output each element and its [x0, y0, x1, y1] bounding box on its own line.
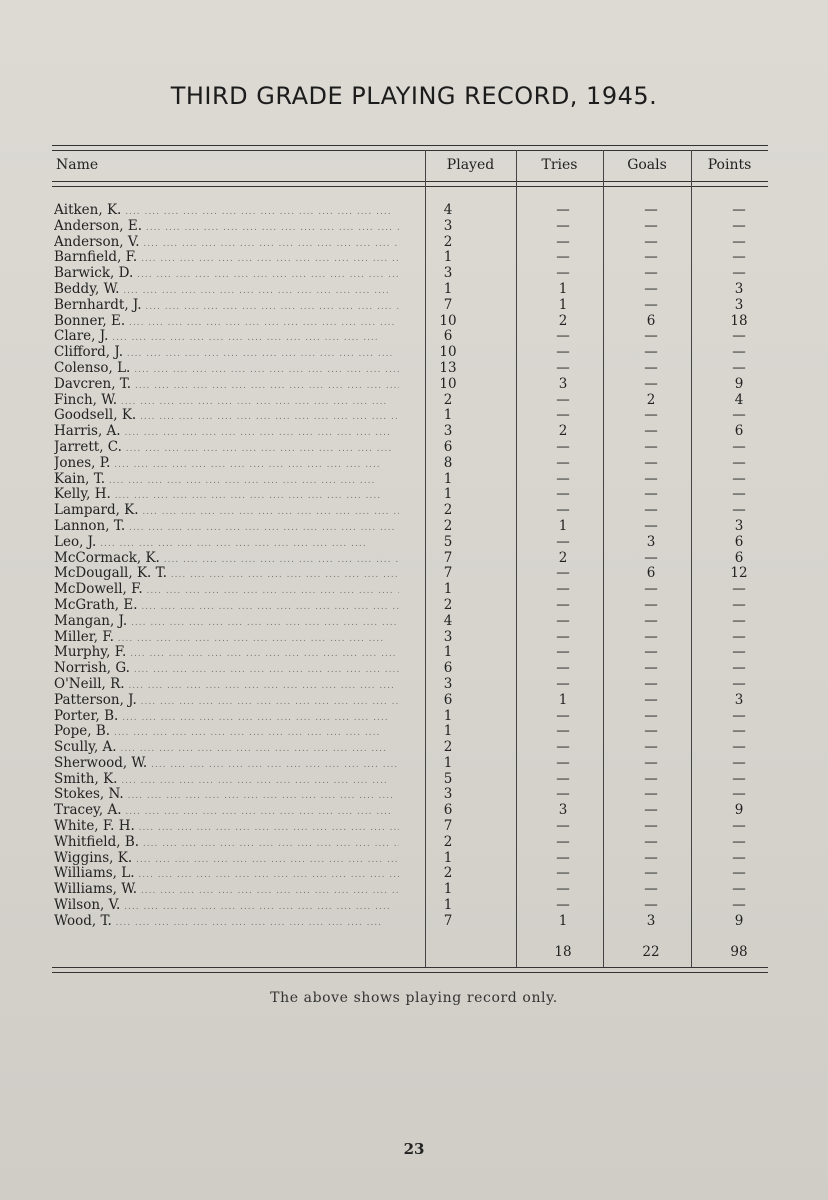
points-cell: —	[732, 249, 746, 266]
table-row	[0, 393, 828, 409]
points-cell: —	[732, 644, 746, 661]
points-cell: 3	[734, 280, 744, 297]
points-cell: 6	[734, 423, 744, 440]
played-cell: 5	[443, 770, 453, 787]
points-cell: 9	[734, 912, 744, 929]
player-name: McCormack, K. ....	[54, 551, 399, 569]
table-top-rule-inner	[52, 150, 768, 151]
tries-cell: —	[556, 359, 570, 376]
points-cell: —	[732, 596, 746, 613]
tries-cell: 1	[558, 691, 568, 708]
points-cell: 9	[734, 802, 744, 819]
played-cell: 4	[443, 612, 453, 629]
tries-cell: —	[556, 865, 570, 882]
player-name: Tracey, A. ....	[54, 803, 399, 821]
table-row	[0, 361, 828, 377]
player-name: Sherwood, W. ....	[54, 756, 399, 774]
table-row	[0, 298, 828, 314]
total-goals: 22	[642, 944, 660, 960]
table-row	[0, 582, 828, 598]
goals-cell: —	[644, 644, 658, 661]
table-row	[0, 503, 828, 519]
player-name: Patterson, J. ....	[54, 693, 399, 711]
player-name: Smith, K. ....	[54, 772, 399, 790]
goals-cell: —	[644, 833, 658, 850]
player-name: Murphy, F. ....	[54, 645, 399, 663]
goals-cell: —	[644, 549, 658, 566]
played-cell: 1	[443, 280, 453, 297]
goals-cell: 6	[646, 565, 656, 582]
played-cell: 1	[443, 881, 453, 898]
played-cell: 6	[443, 691, 453, 708]
goals-cell: —	[644, 296, 658, 313]
points-cell: —	[732, 202, 746, 218]
goals-cell: —	[644, 375, 658, 392]
points-cell: 6	[734, 549, 744, 566]
tries-cell: —	[556, 739, 570, 756]
points-cell: 6	[734, 533, 744, 550]
table-row	[0, 661, 828, 677]
points-cell: 4	[734, 391, 744, 408]
player-name: Norrish, G. ....	[54, 661, 399, 679]
goals-cell: —	[644, 691, 658, 708]
goals-cell: —	[644, 265, 658, 282]
table-row	[0, 314, 828, 330]
tries-cell: —	[556, 660, 570, 677]
played-cell: 2	[443, 233, 453, 250]
points-cell: 3	[734, 517, 744, 534]
played-cell: 3	[443, 675, 453, 692]
played-cell: 7	[443, 565, 453, 582]
points-cell: —	[732, 754, 746, 771]
player-name: Finch, W. ....	[54, 393, 399, 411]
goals-cell: —	[644, 754, 658, 771]
table-row	[0, 566, 828, 582]
played-cell: 7	[443, 818, 453, 835]
tries-cell: —	[556, 723, 570, 740]
goals-cell: —	[644, 581, 658, 598]
table-row	[0, 345, 828, 361]
points-cell: —	[732, 217, 746, 234]
player-name: White, F. H. ....	[54, 819, 399, 837]
player-name: Kelly, H. ....	[54, 487, 399, 505]
points-cell: —	[732, 407, 746, 424]
table-row	[0, 630, 828, 646]
player-name: Anderson, V. ....	[54, 235, 399, 253]
table-row	[0, 519, 828, 535]
tries-cell: —	[556, 486, 570, 503]
tries-cell: —	[556, 770, 570, 787]
tries-cell: —	[556, 818, 570, 835]
played-cell: 7	[443, 549, 453, 566]
tries-cell: —	[556, 881, 570, 898]
played-cell: 6	[443, 660, 453, 677]
played-cell: 2	[443, 517, 453, 534]
tries-cell: —	[556, 565, 570, 582]
table-row	[0, 756, 828, 772]
player-name: Colenso, L. ....	[54, 361, 399, 379]
player-name: Bonner, E. ....	[54, 314, 399, 332]
table-row	[0, 645, 828, 661]
page-number: 23	[403, 1140, 425, 1158]
player-name: Kain, T. ....	[54, 472, 399, 490]
goals-cell: —	[644, 486, 658, 503]
goals-cell: —	[644, 407, 658, 424]
goals-cell: —	[644, 454, 658, 471]
played-cell: 1	[443, 470, 453, 487]
points-cell: —	[732, 344, 746, 361]
played-cell: 1	[443, 849, 453, 866]
table-row	[0, 914, 828, 930]
tries-cell: —	[556, 328, 570, 345]
goals-cell: —	[644, 675, 658, 692]
table-row	[0, 408, 828, 424]
tries-cell: —	[556, 612, 570, 629]
tries-cell: 1	[558, 296, 568, 313]
points-cell: —	[732, 739, 746, 756]
played-cell: 5	[443, 533, 453, 550]
points-cell: —	[732, 454, 746, 471]
table-row	[0, 772, 828, 788]
tries-cell: 3	[558, 375, 568, 392]
goals-cell: —	[644, 359, 658, 376]
tries-cell: 1	[558, 280, 568, 297]
goals-cell: —	[644, 612, 658, 629]
tries-cell: —	[556, 675, 570, 692]
tries-cell: —	[556, 596, 570, 613]
played-cell: 4	[443, 202, 453, 218]
goals-cell: —	[644, 423, 658, 440]
player-name: Davcren, T. ....	[54, 377, 399, 395]
points-cell: —	[732, 470, 746, 487]
played-cell: 8	[443, 454, 453, 471]
table-row	[0, 787, 828, 803]
tries-cell: —	[556, 233, 570, 250]
player-name: Clare, J. ....	[54, 329, 399, 347]
goals-cell: 6	[646, 312, 656, 329]
goals-cell: —	[644, 660, 658, 677]
goals-cell: —	[644, 739, 658, 756]
played-cell: 1	[443, 723, 453, 740]
played-cell: 6	[443, 438, 453, 455]
points-cell: 3	[734, 296, 744, 313]
table-row	[0, 551, 828, 567]
points-cell: —	[732, 438, 746, 455]
tries-cell: —	[556, 217, 570, 234]
tries-cell: 1	[558, 912, 568, 929]
goals-cell: —	[644, 328, 658, 345]
header-tries: Tries	[541, 157, 578, 173]
player-name: Jones, P. ....	[54, 456, 399, 474]
points-cell: —	[732, 328, 746, 345]
player-name: Anderson, E. ....	[54, 219, 399, 237]
points-cell: —	[732, 628, 746, 645]
goals-cell: —	[644, 881, 658, 898]
table-row	[0, 866, 828, 882]
player-name: Clifford, J. ....	[54, 345, 399, 363]
played-cell: 3	[443, 423, 453, 440]
goals-cell: —	[644, 217, 658, 234]
goals-cell: —	[644, 707, 658, 724]
tries-cell: —	[556, 249, 570, 266]
tries-cell: —	[556, 533, 570, 550]
played-cell: 1	[443, 707, 453, 724]
tries-cell: —	[556, 786, 570, 803]
player-name: Pope, B. ....	[54, 724, 399, 742]
points-cell: —	[732, 865, 746, 882]
header-played: Played	[446, 157, 495, 173]
tries-cell: —	[556, 454, 570, 471]
points-cell: —	[732, 486, 746, 503]
footnote: The above shows playing record only.	[270, 990, 558, 1006]
player-name: Bernhardt, J. ....	[54, 298, 399, 316]
tries-cell: 3	[558, 802, 568, 819]
table-row	[0, 219, 828, 235]
played-cell: 2	[443, 739, 453, 756]
player-name: McGrath, E. ....	[54, 598, 399, 616]
player-name: Leo, J. ....	[54, 535, 399, 553]
player-name: Jarrett, C. ....	[54, 440, 399, 458]
goals-cell: —	[644, 818, 658, 835]
played-cell: 1	[443, 644, 453, 661]
played-cell: 10	[439, 375, 457, 392]
page-title: THIRD GRADE PLAYING RECORD, 1945.	[170, 82, 658, 110]
header-name: Name	[56, 157, 99, 173]
played-cell: 7	[443, 296, 453, 313]
goals-cell: 2	[646, 391, 656, 408]
played-cell: 1	[443, 407, 453, 424]
played-cell: 13	[439, 359, 457, 376]
table-row	[0, 535, 828, 551]
points-cell: —	[732, 502, 746, 519]
tries-cell: —	[556, 502, 570, 519]
player-name: Miller, F. ....	[54, 630, 399, 648]
goals-cell: —	[644, 438, 658, 455]
points-cell: —	[732, 359, 746, 376]
header-points: Points	[707, 157, 752, 173]
points-cell: —	[732, 849, 746, 866]
tries-cell: —	[556, 407, 570, 424]
tries-cell: —	[556, 438, 570, 455]
player-name: Whitfield, B. ....	[54, 835, 399, 853]
player-name: Beddy, W. ....	[54, 282, 399, 300]
table-row	[0, 487, 828, 503]
tries-cell: —	[556, 707, 570, 724]
table-row	[0, 693, 828, 709]
goals-cell: —	[644, 502, 658, 519]
header-bottom-rule-inner	[52, 186, 768, 187]
played-cell: 1	[443, 249, 453, 266]
player-name: Stokes, N. ....	[54, 787, 399, 805]
tries-cell: —	[556, 754, 570, 771]
table-row	[0, 819, 828, 835]
goals-cell: —	[644, 517, 658, 534]
table-row	[0, 898, 828, 914]
goals-cell: —	[644, 280, 658, 297]
tries-cell: —	[556, 470, 570, 487]
goals-cell: 3	[646, 912, 656, 929]
goals-cell: —	[644, 249, 658, 266]
tries-cell: —	[556, 628, 570, 645]
goals-cell: —	[644, 802, 658, 819]
played-cell: 1	[443, 754, 453, 771]
table-row	[0, 266, 828, 282]
player-name: Goodsell, K. ....	[54, 408, 399, 426]
player-name: Wood, T. ....	[54, 914, 399, 932]
points-cell: —	[732, 660, 746, 677]
player-name: Scully, A. ....	[54, 740, 399, 758]
goals-cell: —	[644, 786, 658, 803]
table-row	[0, 456, 828, 472]
table-row	[0, 250, 828, 266]
tries-cell: 1	[558, 517, 568, 534]
points-cell: —	[732, 770, 746, 787]
played-cell: 2	[443, 502, 453, 519]
header-goals: Goals	[627, 157, 667, 173]
points-cell: 18	[730, 312, 748, 329]
played-cell: 3	[443, 786, 453, 803]
player-name: Aitken, K. ....	[54, 203, 399, 221]
points-cell: 3	[734, 691, 744, 708]
table-row	[0, 882, 828, 898]
tries-cell: —	[556, 897, 570, 914]
tries-cell: —	[556, 265, 570, 282]
player-name: Lannon, T. ....	[54, 519, 399, 537]
player-name: Lampard, K. ....	[54, 503, 399, 521]
player-name: Wilson, V. ....	[54, 898, 399, 916]
table-row	[0, 677, 828, 693]
table-row	[0, 851, 828, 867]
table-row	[0, 709, 828, 725]
tries-cell: —	[556, 391, 570, 408]
player-name: Williams, L. ....	[54, 866, 399, 884]
player-name: Porter, B. ....	[54, 709, 399, 727]
goals-cell: 3	[646, 533, 656, 550]
tries-cell: —	[556, 202, 570, 218]
tries-cell: —	[556, 644, 570, 661]
goals-cell: —	[644, 865, 658, 882]
played-cell: 3	[443, 628, 453, 645]
points-cell: —	[732, 233, 746, 250]
goals-cell: —	[644, 344, 658, 361]
points-cell: 12	[730, 565, 748, 582]
table-row	[0, 235, 828, 251]
table-row	[0, 440, 828, 456]
played-cell: 3	[443, 265, 453, 282]
total-points: 98	[730, 944, 748, 960]
played-cell: 1	[443, 581, 453, 598]
tries-cell: 2	[558, 549, 568, 566]
points-cell: —	[732, 265, 746, 282]
points-cell: —	[732, 723, 746, 740]
points-cell: —	[732, 881, 746, 898]
table-row	[0, 282, 828, 298]
played-cell: 2	[443, 833, 453, 850]
table-bottom-rule	[52, 967, 768, 968]
player-name: Barnfield, F. ....	[54, 250, 399, 268]
player-name: McDowell, F. ....	[54, 582, 399, 600]
played-cell: 10	[439, 344, 457, 361]
played-cell: 6	[443, 802, 453, 819]
table-body	[0, 203, 828, 930]
player-name: McDougall, K. T. ....	[54, 566, 399, 584]
table-row	[0, 377, 828, 393]
table-top-rule	[52, 145, 768, 146]
table-row	[0, 329, 828, 345]
goals-cell: —	[644, 202, 658, 218]
goals-cell: —	[644, 628, 658, 645]
played-cell: 7	[443, 912, 453, 929]
played-cell: 10	[439, 312, 457, 329]
table-row	[0, 740, 828, 756]
table-row	[0, 724, 828, 740]
table-row	[0, 614, 828, 630]
player-name: Mangan, J. ....	[54, 614, 399, 632]
tries-cell: 2	[558, 423, 568, 440]
goals-cell: —	[644, 723, 658, 740]
played-cell: 6	[443, 328, 453, 345]
points-cell: —	[732, 612, 746, 629]
points-cell: 9	[734, 375, 744, 392]
table-row	[0, 472, 828, 488]
points-cell: —	[732, 833, 746, 850]
played-cell: 3	[443, 217, 453, 234]
player-name: Barwick, D. ....	[54, 266, 399, 284]
points-cell: —	[732, 786, 746, 803]
played-cell: 2	[443, 865, 453, 882]
played-cell: 2	[443, 391, 453, 408]
points-cell: —	[732, 707, 746, 724]
player-name: Wiggins, K. ....	[54, 851, 399, 869]
goals-cell: —	[644, 849, 658, 866]
played-cell: 2	[443, 596, 453, 613]
tries-cell: —	[556, 849, 570, 866]
player-name: Harris, A. ....	[54, 424, 399, 442]
table-row	[0, 803, 828, 819]
played-cell: 1	[443, 897, 453, 914]
table-row	[0, 835, 828, 851]
points-cell: —	[732, 818, 746, 835]
table-bottom-rule-inner	[52, 972, 768, 973]
goals-cell: —	[644, 897, 658, 914]
played-cell: 1	[443, 486, 453, 503]
points-cell: —	[732, 675, 746, 692]
table-row	[0, 424, 828, 440]
points-cell: —	[732, 581, 746, 598]
table-row	[0, 598, 828, 614]
player-name: Williams, W. ....	[54, 882, 399, 900]
table-row	[0, 203, 828, 219]
points-cell: —	[732, 897, 746, 914]
goals-cell: —	[644, 470, 658, 487]
tries-cell: —	[556, 581, 570, 598]
goals-cell: —	[644, 770, 658, 787]
header-bottom-rule	[52, 181, 768, 182]
tries-cell: —	[556, 344, 570, 361]
goals-cell: —	[644, 596, 658, 613]
goals-cell: —	[644, 233, 658, 250]
player-name: O'Neill, R. ....	[54, 677, 399, 695]
tries-cell: —	[556, 833, 570, 850]
tries-cell: 2	[558, 312, 568, 329]
total-tries: 18	[554, 944, 572, 960]
